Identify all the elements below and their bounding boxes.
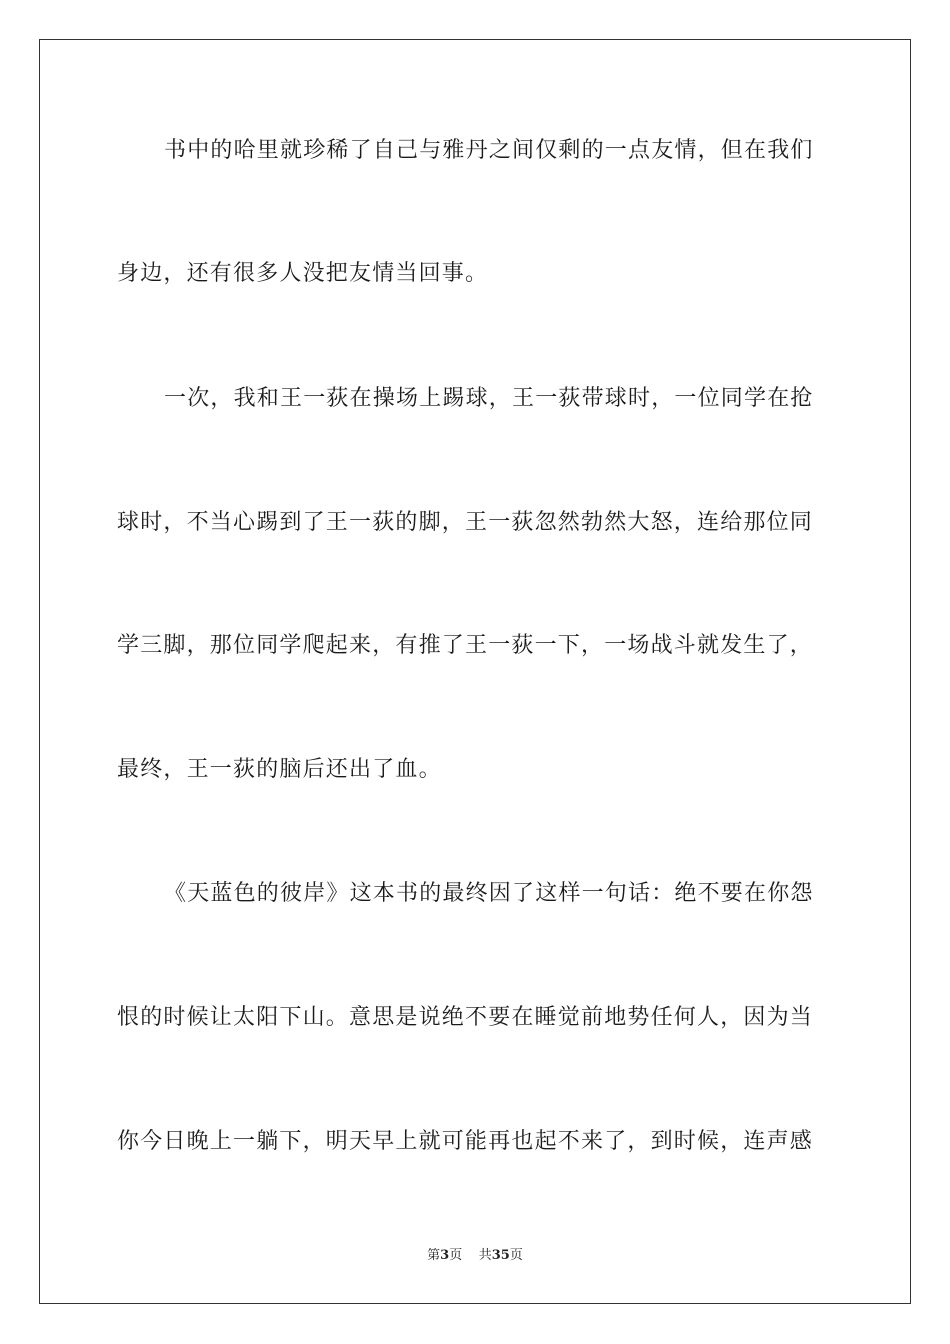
paragraph-2-line-1: 一次，我和王一荻在操场上踢球，王一荻带球时，一位同学在抢 xyxy=(164,386,814,411)
paragraph-2-line-2: 球时，不当心踢到了王一荻的脚，王一荻忽然勃然大怒，连给那位同 xyxy=(117,510,814,535)
paragraph-3-line-2: 恨的时候让太阳下山。意思是说绝不要在睡觉前地势任何人，因为当 xyxy=(117,1005,814,1030)
paragraph-3-line-3: 你今日晚上一躺下，明天早上就可能再也起不来了，到时候，连声感 xyxy=(117,1129,814,1154)
page-border xyxy=(39,39,911,1304)
paragraph-1-line-2: 身边，还有很多人没把友情当回事。 xyxy=(117,261,489,286)
paragraph-1-line-1: 书中的哈里就珍稀了自己与雅丹之间仅剩的一点友情，但在我们 xyxy=(164,138,814,163)
paragraph-2-line-3: 学三脚，那位同学爬起来，有推了王一荻一下，一场战斗就发生了， xyxy=(117,633,814,658)
paragraph-2-line-4: 最终，王一荻的脑后还出了血。 xyxy=(117,757,442,782)
page-footer xyxy=(0,1247,950,1265)
paragraph-3-line-1: 《天蓝色的彼岸》这本书的最终因了这样一句话：绝不要在你怨 xyxy=(164,881,814,906)
page-total: 共35页 xyxy=(478,1248,523,1263)
page-number: 第3页 xyxy=(427,1248,463,1263)
